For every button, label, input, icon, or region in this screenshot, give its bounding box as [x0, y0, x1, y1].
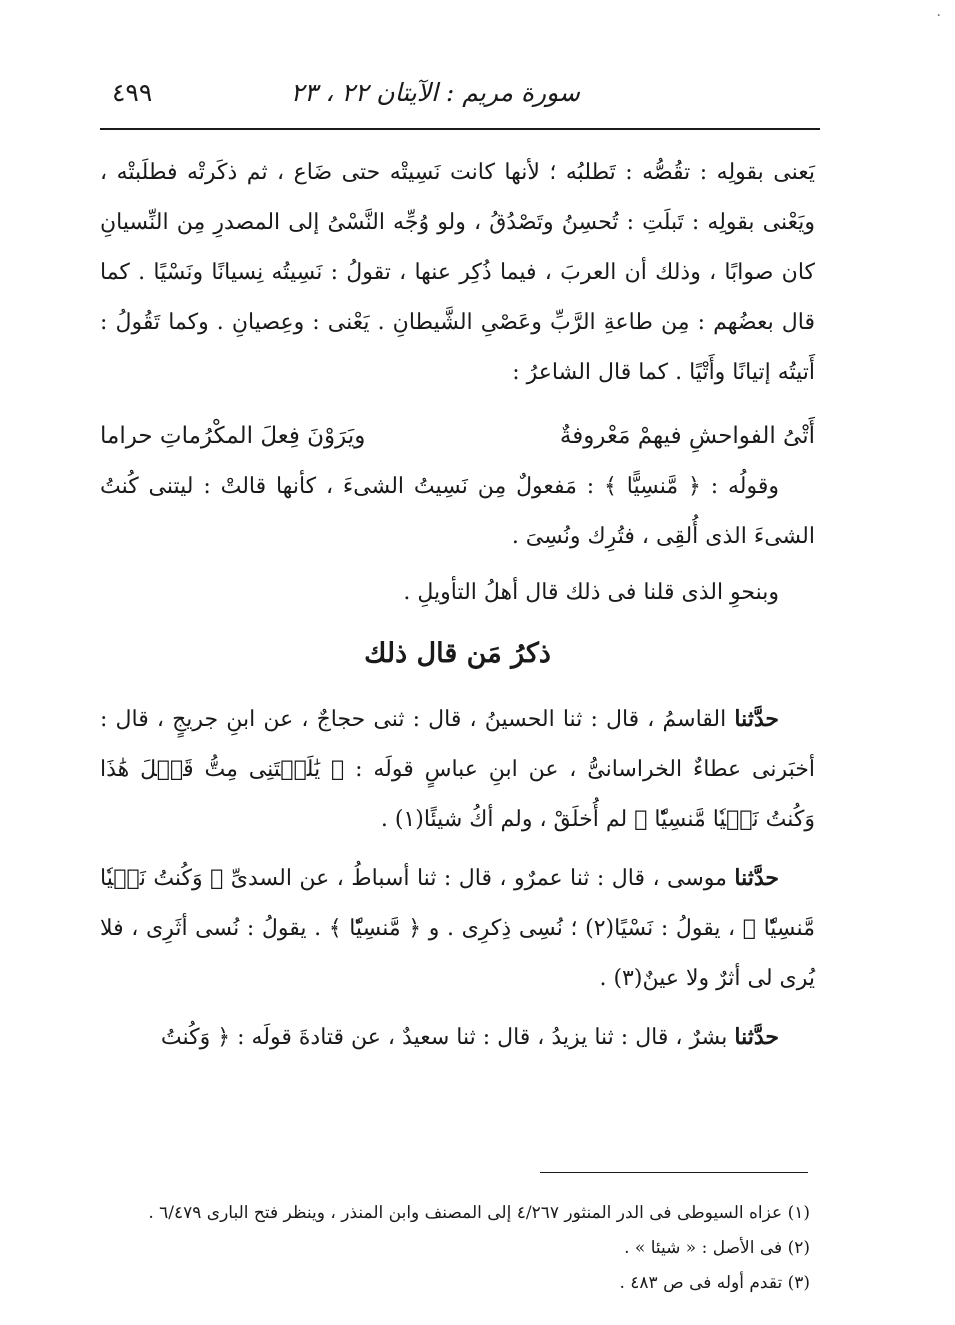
poem-verse	[100, 410, 815, 462]
page-header	[100, 72, 820, 116]
section-heading: ذكرُ مَن قال ذلك	[364, 638, 551, 669]
hadith-entry	[100, 853, 815, 1004]
page-number: ٤٩٩	[112, 78, 153, 107]
poem-first-hemistich: أَتْىُ الفواحشِ فيهمْ مَعْروفةٌ	[559, 423, 815, 449]
footnote-rule	[540, 1172, 808, 1173]
footnote: (٣) تقدم أوله فى ص ٤٨٣ .	[619, 1273, 810, 1293]
hadith-entry	[100, 1012, 815, 1063]
running-title: سورة مريم : الآيتان ٢٢ ، ٢٣	[290, 78, 580, 107]
hadith-text: القاسمُ ، قال : ثنا الحسينُ ، قال : ثنى حجاجٌ ، عن ابنِ جريجٍ ، قال : أخبَرنى عطاءٌ الخراسانىُّ ، عن ابنِ عباسٍ قولَه : ﴿ يَٰلَيۡتَنِى مِتُّ قَبۡلَ هَٰذَا وَكُنتُ نَسۡيٗا مَّنسِيّٗا ﴾ لم أُخلَقْ ، ولم أكُ شيئًا(١) .	[100, 707, 815, 832]
hadith-lead: حدَّثنا	[734, 706, 779, 732]
opening-paragraph: يَعنى بقولِه : تقُصُّه : تَطلبُه ؛ لأنها كانت نَسِيتْه حتى ضَاع ، ثم ذكَرتْه فطلَبتْه ، ويَعْنى بقولِه : تَبلَتِ : تُحسِنُ وتَصْدُقُ ، ولو وُجِّه النَّسْىُ إلى المصدرِ مِن النِّسيانِ كان صوابًا ، وذلك أن العربَ ، فيما ذُكِر عنها ، تقولُ : نَسِيتُه نِسيانًا ونَسْيًا . كما قال بعضُهم : مِن طاعةِ الرَّبِّ وعَصْىِ الشَّيطانِ . يَعْنى : وعِصيانِ . وكما تَقُولُ : أَتيتُه إتيانًا وأَتْيًا . كما قال الشاعرُ :	[100, 160, 815, 385]
poem-second-hemistich: ويَرَوْنَ فِعلَ المكْرُماتِ حراما	[100, 423, 366, 449]
footnotes	[100, 1196, 810, 1301]
corner-mark: ·	[936, 8, 941, 24]
header-rule	[100, 128, 820, 130]
hadith-text: موسى ، قال : ثنا عمرٌو ، قال : ثنا أسباطُ ، عن السدىِّ ﴿ وَكُنتُ نَسۡيٗا مَّنسِيّٗا ﴾ ، يقولُ : نَسْيًا(٢) ؛ نُسِى ذِكرِى . و ﴿ مَّنسِيّٗا ﴾ . يقولُ : نُسى أثَرِى ، فلا يُرى لى أثرٌ ولا عينٌ(٣) .	[100, 866, 815, 991]
footnote: (٢) فى الأصل : « شيئا » .	[624, 1238, 810, 1258]
hadith-lead: حدَّثنا	[734, 865, 779, 891]
hadith-text: بشرٌ ، قال : ثنا يزيدُ ، قال : ثنا سعيدٌ ، عن قتادةَ قولَه : ﴿ وَكُنتُ	[160, 1025, 735, 1050]
paragraph-after-poem: وقولُه : ﴿ مَّنسِيًّا ﴾ : مَفعولٌ مِن نَسِيتُ الشىءَ ، كأنها قالتْ : ليتنى كُنتُ الشىءَ الذى أُلقِى ، فتُرِك ونُسِىَ .	[100, 474, 815, 549]
footnote: (١) عزاه السيوطى فى الدر المنثور ٤/٢٦٧ إلى المصنف وابن المنذر ، وينظر فتح البارى ٦/٤٧٩ .	[148, 1203, 810, 1223]
hadith-entry	[100, 694, 815, 845]
hadith-lead: حدَّثنا	[734, 1024, 779, 1050]
main-text	[100, 148, 815, 1071]
paragraph-short: وبنحوِ الذى قلنا فى ذلك قال أهلُ التأويلِ .	[403, 580, 779, 605]
